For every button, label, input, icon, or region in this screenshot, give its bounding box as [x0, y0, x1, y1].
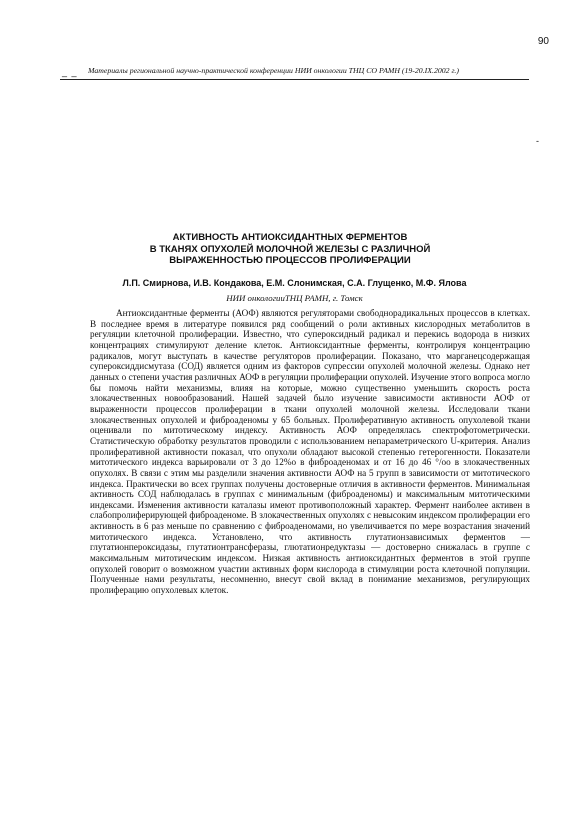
article-title: [72, 232, 508, 267]
affiliation: НИИ онкологииТНЦ РАМН, г. Томск: [226, 293, 363, 303]
running-header: Материалы региональной научно-практической конференции НИИ онкологии ТНЦ СО РАМН (19-20.IX.2002 г.): [88, 66, 459, 75]
title-line: В ТКАНЯХ ОПУХОЛЕЙ МОЛОЧНОЙ ЖЕЛЕЗЫ С РАЗЛИЧНОЙ: [149, 243, 431, 255]
abstract-body: Антиоксидантные ферменты (АОФ) являются регуляторами свободнорадикальных процессов в клетках. В последнее время в литературе появился ряд сообщений о роли активных кислородных метаболитов в регуляции клеточной пролиферации. Известно, что супероксидный радикал и перекись водорода в низких концентрациях стимулируют деление клеток. Антиоксидантные ферменты, контролируя концентрацию радикалов, могут выступать в качестве регуляторов пролиферации. Показано, что марганецсодержащая супероксиддисмутаза (СОД) является одним из факторов супрессии опухолей молочной железы. Однако нет данных о степени участия различных АОФ в регуляции пролиферации опухолей. Изучение этого вопроса могло бы помочь найти механизмы, влияя на которые, можно существенно уменьшить скорость роста злокачественных новообразований. Нашей задачей было изучение зависимости активности АОФ от выраженности процессов пролиферации в ткани опухолей молочной железы. Исследовали ткани злокачественных опухолей и фиброаденомы у 65 больных. Пролиферативную активность опухолевой ткани оценивали по митотическому индексу. Активность АОФ определялась спектрофотометрически. Статистическую обработку результатов проводили с использованием непараметрического U-критерия. Анализ пролиферативной активности показал, что опухоли обладают высокой степенью гетерогенности. Показатели митотического индекса варьировали от 3 до 12%о в фиброаденомах и от 16 до 46 °/оо в злокачественных опухолях. В связи с этим мы разделили значения активности АОФ на 5 групп в зависимости от митотического индекса. Практически во всех группах получены достоверные отличия в активности ферментов. Минимальная активность СОД наблюдалась в группах с минимальным (фиброаденомы) и максимальным митотическими индексами. Изменения активности каталазы имеют противоположный характер. Фермент наиболее активен в слабопролиферирующей фиброаденоме. В злокачественных опухолях с невысоким индексом пролиферации его активность в 6 раз меньше по сравнению с фиброаденомами, но увеличивается по мере возрастания значений митотического индекса. Установлено, что активность глутатионзависимых ферментов — глутатионпероксидазы, глутатионтрансферазы, глютатионредуктазы — достоверно снижалась в группе с максимальным митотическим индексом. Низкая активность антиоксидантных ферментов в этой группе опухолей говорит о возможном участии активных форм кислорода в стимуляции роста клеточной популяции. Полученные нами результаты, несомненно, внесут свой вклад в понимание механизмов, регулирующих пролиферацию опухолевых клеток.: [90, 308, 530, 596]
title-line: ВЫРАЖЕННОСТЬЮ ПРОЦЕССОВ ПРОЛИФЕРАЦИИ: [169, 255, 411, 266]
header-rule: [60, 79, 529, 80]
dash-mark: _ _: [62, 67, 78, 77]
page-number: 90: [537, 36, 549, 47]
author-list: Л.П. Смирнова, И.В. Кондакова, Е.М. Слонимская, С.А. Глущенко, М.Ф. Ялова: [122, 278, 467, 288]
side-mark: -: [536, 136, 539, 146]
title-line: АКТИВНОСТЬ АНТИОКСИДАНТНЫХ ФЕРМЕНТОВ: [172, 232, 408, 243]
